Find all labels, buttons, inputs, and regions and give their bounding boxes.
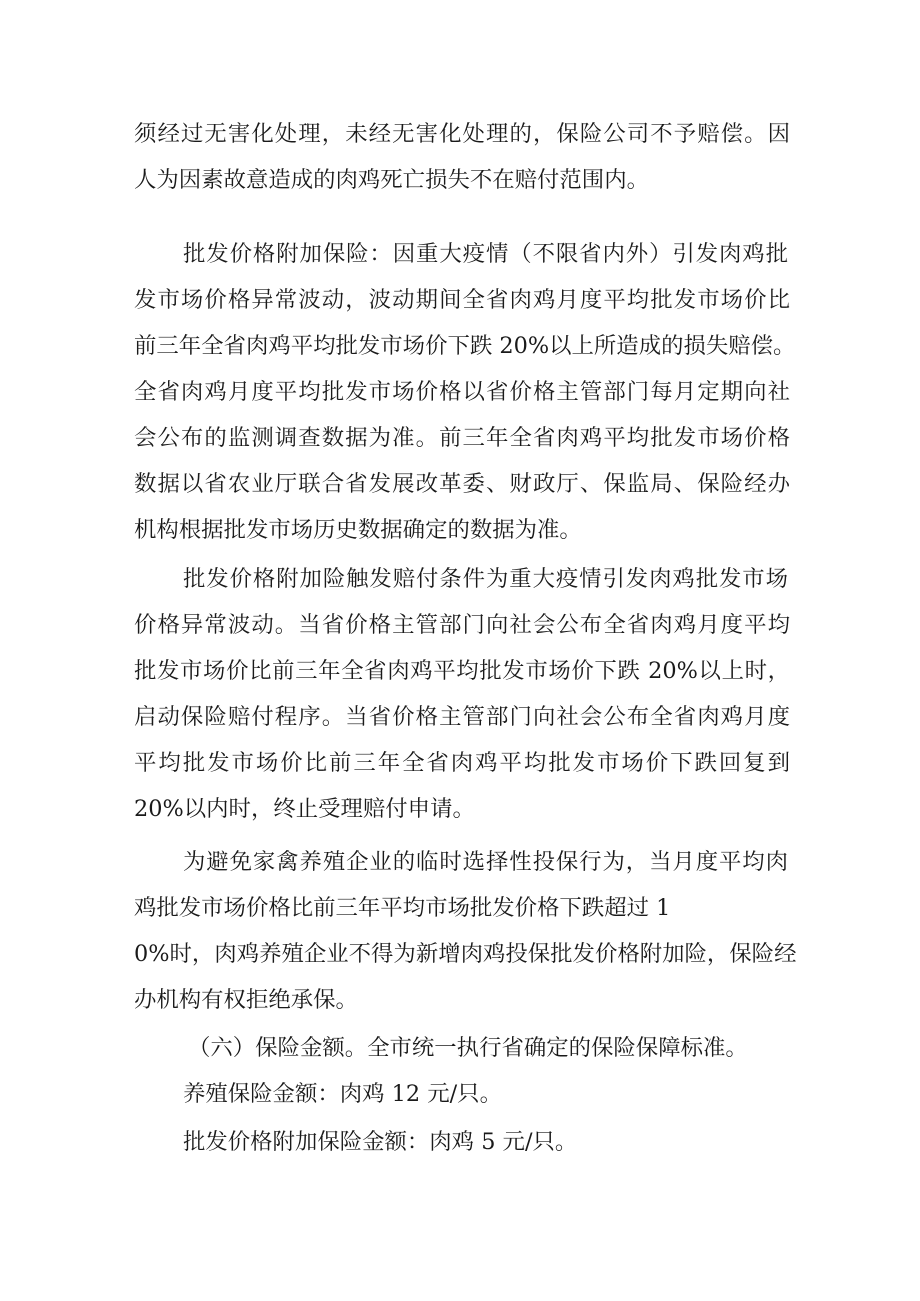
body-text-line: 须经过无害化处理，未经无害化处理的，保险公司不予赔偿。因 xyxy=(134,121,790,147)
body-text-line: 全省肉鸡月度平均批发市场价格以省价格主管部门每月定期向社 xyxy=(134,379,790,405)
body-text-line: 批发价格附加险触发赔付条件为重大疫情引发肉鸡批发市场 xyxy=(183,566,788,592)
body-text-line: 人为因素故意造成的肉鸡死亡损失不在赔付范围内。 xyxy=(134,167,649,193)
body-text-line: 0%时，肉鸡养殖企业不得为新增肉鸡投保批发价格附加险，保险经 xyxy=(134,941,797,967)
body-text-line: 为避免家禽养殖企业的临时选择性投保行为，当月度平均肉 xyxy=(183,849,788,875)
body-text-line: 养殖保险金额：肉鸡 12 元/只。 xyxy=(183,1081,502,1107)
body-text-line: 数据以省农业厅联合省发展改革委、财政厅、保监局、保险经办 xyxy=(134,471,790,497)
body-text-line: 会公布的监测调查数据为准。前三年全省肉鸡平均批发市场价格 xyxy=(134,425,790,451)
section-heading: （六）保险金额。全市统一执行省确定的保险保障标准。 xyxy=(188,1035,748,1061)
body-text-line: 20%以内时，终止受理赔付申请。 xyxy=(134,796,475,822)
body-text-line: 启动保险赔付程序。当省价格主管部门向社会公布全省肉鸡月度 xyxy=(134,704,790,730)
body-text-line: 批发价格附加保险金额：肉鸡 5 元/只。 xyxy=(183,1129,578,1155)
body-text-line: 价格异常波动。当省价格主管部门向社会公布全省肉鸡月度平均 xyxy=(134,612,790,638)
body-text-line: 发市场价格异常波动，波动期间全省肉鸡月度平均批发市场价比 xyxy=(134,287,790,313)
body-text-line: 机构根据批发市场历史数据确定的数据为准。 xyxy=(134,517,582,543)
body-text-line: 平均批发市场价比前三年全省肉鸡平均批发市场价下跌回复到 xyxy=(134,750,790,776)
body-text-line: 批发价格附加保险：因重大疫情（不限省内外）引发肉鸡批 xyxy=(183,241,788,267)
body-text-line: 批发市场价比前三年全省肉鸡平均批发市场价下跌 20%以上时， xyxy=(134,658,790,684)
body-text-line: 办机构有权拒绝承保。 xyxy=(134,987,358,1013)
body-text-line: 鸡批发市场价格比前三年平均市场批发价格下跌超过 1 xyxy=(134,895,671,921)
body-text-line: 前三年全省肉鸡平均批发市场价下跌 20%以上所造成的损失赔偿。 xyxy=(134,333,796,359)
